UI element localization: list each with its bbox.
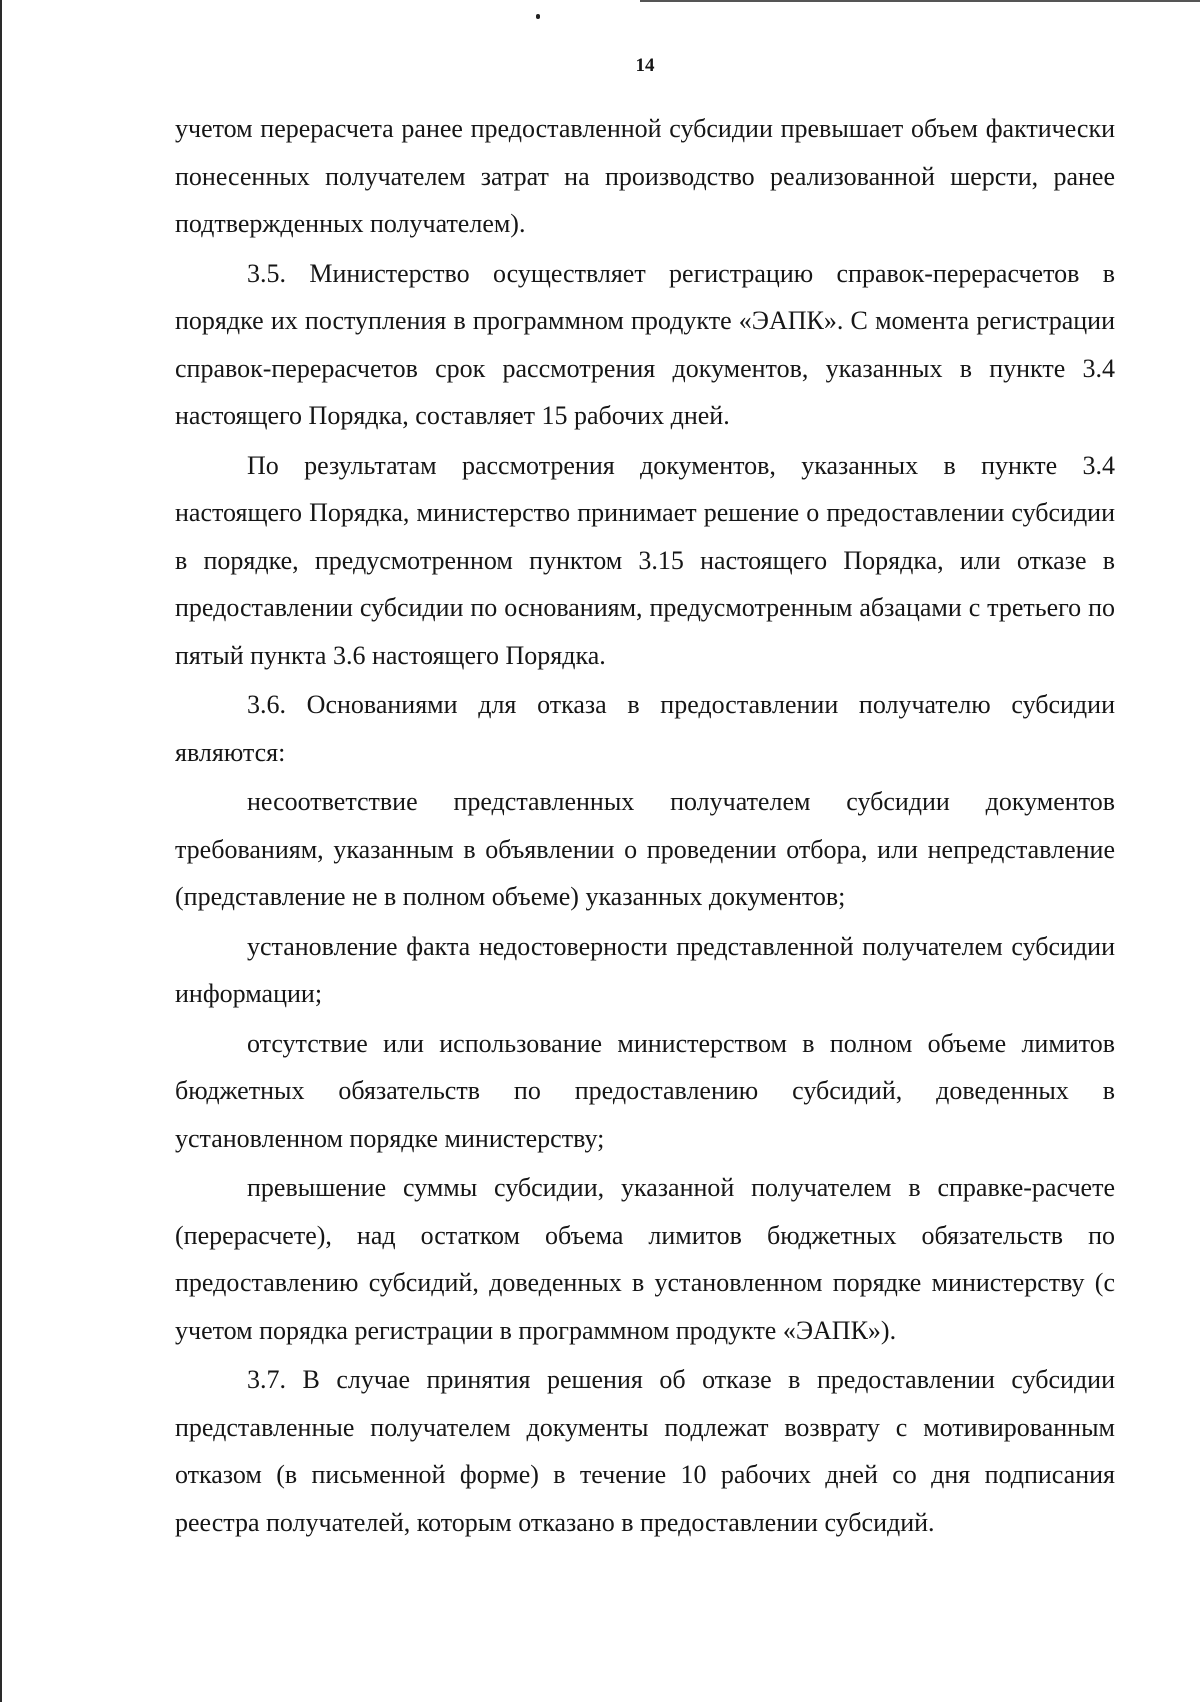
paragraph-3-5: 3.5. Министерство осуществляет регистрацию справок-перерасчетов в порядке их поступления в программном продукте «ЭАПК». С момента регистрации справок-перерасчетов срок рассмотрения документов, указанных в пункте 3.4 настоящего Порядка, составляет 15 рабочих дней. xyxy=(175,258,1115,430)
paragraph-review-results: По результатам рассмотрения документов, указанных в пункте 3.4 настоящего Порядка, министерство принимает решение о предоставлении субсидии в порядке, предусмотренном пунктом 3.15 настоящего Порядка, или отказе в предоставлении субсидии по основаниям, предусмотренным абзацами с третьего по пятый пункта 3.6 настоящего Порядка. xyxy=(175,450,1115,670)
refusal-ground-2: установление факта недостоверности представленной получателем субсидии информации; xyxy=(175,931,1115,1008)
scan-edge-left xyxy=(0,0,2,1702)
refusal-ground-4: превышение суммы субсидии, указанной получателем в справке-расчете (перерасчете), над остатком объема лимитов бюджетных обязательств по предоставлению субсидий, доведенных в установленном порядке министерству (с учетом порядка регистрации в программном продукте «ЭАПК»). xyxy=(175,1173,1115,1345)
scan-edge-top xyxy=(640,0,1200,2)
refusal-ground-1: несоответствие представленных получателем субсидии документов требованиям, указанным в объявлении о проведении отбора, или непредставление (представление не в полном объеме) указанных документов; xyxy=(175,787,1115,911)
refusal-ground-3: отсутствие или использование министерством в полном объеме лимитов бюджетных обязательств по предоставлению субсидий, доведенных в установленном порядке министерству; xyxy=(175,1028,1115,1153)
page-number: 14 xyxy=(635,55,655,76)
paragraph-continuation: учетом перерасчета ранее предоставленной субсидии превышает объем фактически понесенных получателем затрат на производство реализованной шерсти, ранее подтвержденных получателем). xyxy=(175,114,1115,238)
document-body xyxy=(175,105,1115,1548)
paragraph-3-6: 3.6. Основаниями для отказа в предоставлении получателю субсидии являются: xyxy=(175,690,1115,767)
paragraph-3-7: 3.7. В случае принятия решения об отказе в предоставлении субсидии представленные получателем документы подлежат возврату с мотивированным отказом (в письменной форме) в течение 10 рабочих дней со дня подписания реестра получателей, которым отказано в предоставлении субсидий. xyxy=(175,1365,1115,1537)
scan-speck xyxy=(536,14,540,19)
